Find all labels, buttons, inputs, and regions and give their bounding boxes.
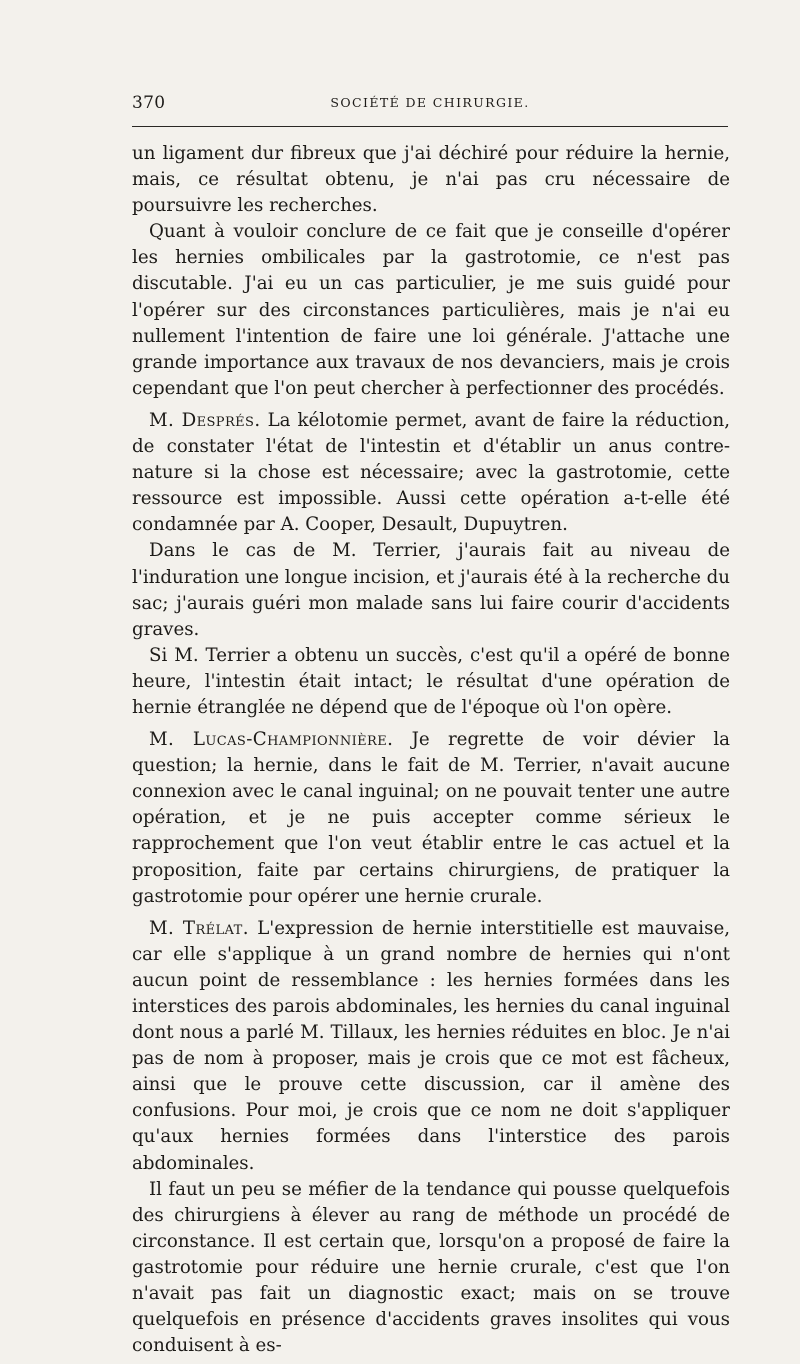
header-rule	[132, 126, 728, 127]
paragraph-text: Si M. Terrier a obtenu un succès, c'est qu'il a opéré de bonne heure, l'intestin était intact; le résultat d'une opération de hernie étranglée ne dépend que de l'époque où l'on opère.	[132, 644, 730, 718]
paragraph-text: Quant à vouloir conclure de ce fait que je conseille d'opérer les hernies ombilicales par la gastrotomie, ce n'est pas discutable. J'ai eu un cas particulier, je me suis guidé pour l'opérer sur des circonstances particulières, mais je n'ai eu nullement l'intention de faire une loi générale. J'attache une grande importance aux travaux de nos devanciers, mais je crois cependant que l'on peut chercher à perfectionner des procédés.	[132, 221, 730, 399]
page-number: 370	[132, 93, 166, 113]
paragraph	[132, 219, 730, 402]
running-head	[132, 93, 728, 115]
paragraph-text: un ligament dur fibreux que j'ai déchiré pour réduire la hernie, mais, ce résultat obtenu, je n'ai pas cru nécessaire de poursuivre les recherches.	[132, 143, 730, 217]
paragraph	[132, 538, 730, 642]
paragraph-text: Dans le cas de M. Terrier, j'aurais fait au niveau de l'induration une longue incision, et j'aurais été à la recherche du sac; j'aurais guéri mon malade sans lui faire courir d'accidents graves.	[132, 540, 730, 640]
paragraph-text: L'expression de hernie interstitielle est mauvaise, car elle s'applique à un grand nombre de hernies qui n'ont aucun point de ressemblance : les hernies formées dans les interstices des parois abdominales, les hernies du canal inguinal dont nous a parlé M. Tillaux, les hernies réduites en bloc. Je n'ai pas de nom à proposer, mais je crois que ce mot est fâcheux, ainsi que le prouve cette discussion, car il amène des confusions. Pour moi, je crois que ce nom ne doit s'appliquer qu'aux hernies formées dans l'interstice des parois abdominales.	[132, 917, 730, 1174]
paragraph	[132, 643, 730, 721]
body-text	[132, 141, 730, 1359]
paragraph-text: Il faut un peu se méfier de la tendance qui pousse quelquefois des chirurgiens à élever au rang de méthode un procédé de circonstance. Il est certain que, lorsqu'on a proposé de faire la gastrotomie pour réduire une hernie crurale, c'est que l'on n'avait pas fait un diagnostic exact; mais on se trouve quelquefois en présence d'accidents graves insolites qui vous conduisent à es-	[132, 1178, 730, 1357]
paragraph	[132, 408, 730, 538]
paragraph	[132, 141, 730, 219]
paragraph-text: Je regrette de voir dévier la question; la hernie, dans le fait de M. Terrier, n'avait aucune connexion avec le canal inguinal; on ne pouvait tenter une autre opération, et je ne puis accepter comme sérieux le rapprochement que l'on veut établir entre le cas actuel et la proposition, faite par certains chirurgiens, de pratiquer la gastrotomie pour opérer une hernie crurale.	[132, 729, 730, 907]
speaker-name: M. Trélat.	[149, 917, 249, 939]
paragraph	[132, 916, 730, 1177]
speaker-name: M. Després.	[149, 409, 261, 431]
running-title: SOCIÉTÉ DE CHIRURGIE.	[330, 95, 530, 110]
paragraph-text: La kélotomie permet, avant de faire la réduction, de constater l'état de l'intestin et d'établir un anus contre-nature si la chose est nécessaire; avec la gastrotomie, cette ressource est impossible. Aussi cette opération a-t-elle été condamnée par A. Cooper, Desault, Dupuytren.	[132, 409, 730, 536]
paragraph	[132, 727, 730, 910]
speaker-name: M. Lucas-Championnière.	[149, 729, 394, 751]
paragraph	[132, 1177, 730, 1360]
